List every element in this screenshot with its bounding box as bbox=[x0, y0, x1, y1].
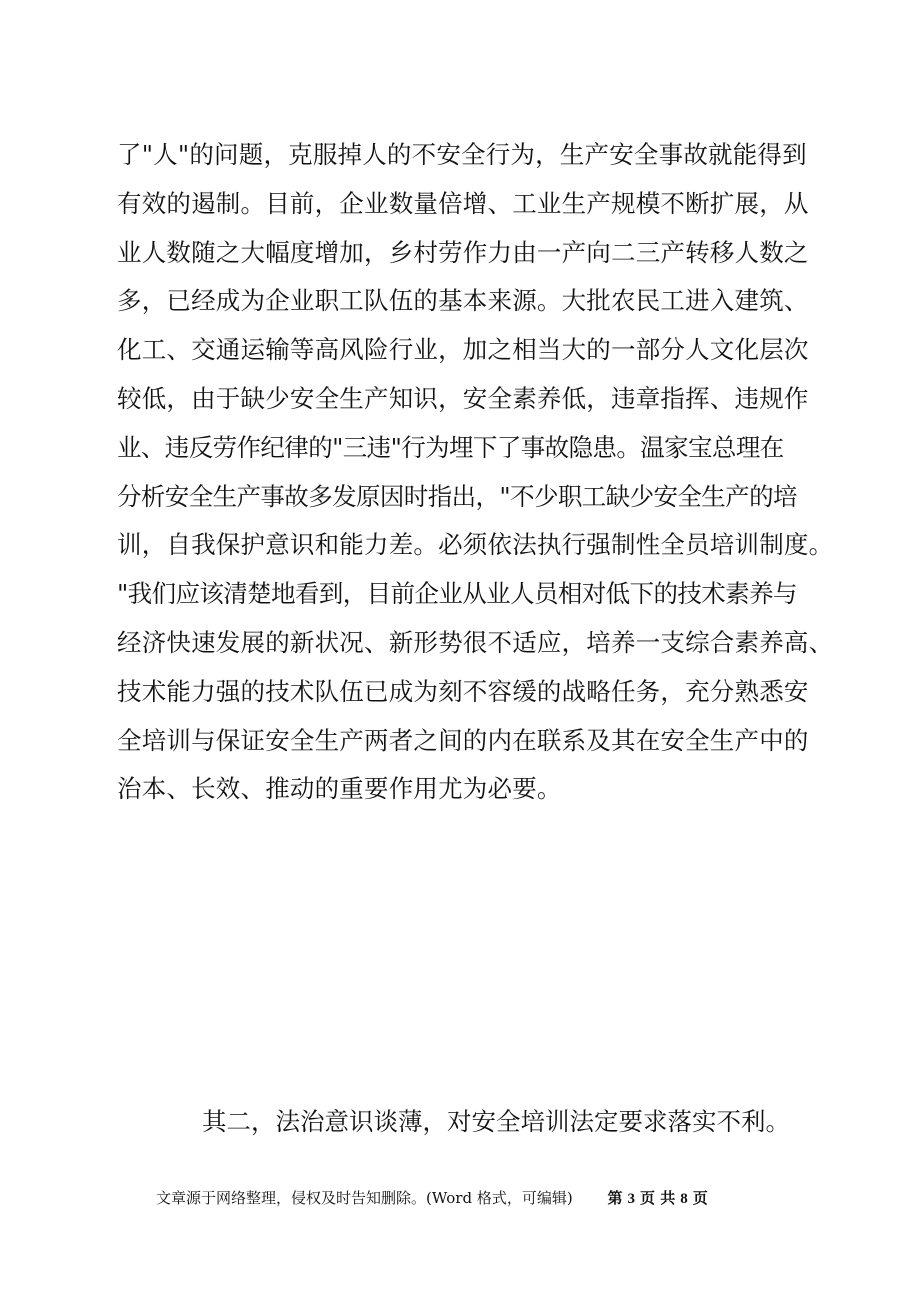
footer-note: 文章源于网络整理，侵权及时告知删除。(Word 格式，可编辑) bbox=[156, 1189, 573, 1207]
paragraph-line: 业人数随之大幅度增加，乡村劳作力由一产向二三产转移人数之 bbox=[117, 237, 809, 267]
page-prefix: 第 bbox=[607, 1189, 623, 1207]
paragraph-line: 训，自我保护意识和能力差。必须依法执行强制性全员培训制度。 bbox=[117, 530, 834, 560]
paragraph-line: 全培训与保证安全生产两者之间的内在联系及其在安全生产中的 bbox=[117, 725, 809, 755]
paragraph-line: "我们应该清楚地看到，目前企业从业人员相对低下的技术素养与 bbox=[117, 579, 797, 609]
page-mid: 页 共 bbox=[639, 1189, 676, 1207]
paragraph-line: 多，已经成为企业职工队伍的基本来源。大批农民工进入建筑、 bbox=[117, 286, 809, 316]
paragraph-line: 技术能力强的技术队伍已成为刻不容缓的战略任务，充分熟悉安 bbox=[117, 676, 809, 706]
paragraph-line: 分析安全生产事故多发原因时指出，"不少职工缺少安全生产的培 bbox=[117, 481, 797, 511]
paragraph-line: 经济快速发展的新状况、新形势很不适应，培养一支综合素养高、 bbox=[117, 627, 834, 657]
page-footer bbox=[156, 1186, 796, 1211]
page-suffix: 页 bbox=[692, 1189, 708, 1207]
section-heading: 其二，法治意识谈薄，对安全培训法定要求落实不利。 bbox=[202, 1107, 790, 1136]
paragraph-line: 有效的遏制。目前，企业数量倍增、工业生产规模不断扩展，从 bbox=[117, 188, 809, 218]
paragraph-line: 治本、长效、推动的重要作用尤为必要。 bbox=[117, 774, 562, 804]
paragraph-line: 化工、交通运输等高风险行业，加之相当大的一部分人文化层次 bbox=[117, 335, 809, 365]
page-current: 3 bbox=[627, 1191, 635, 1207]
paragraph-line: 业、违反劳作纪律的"三违"行为埋下了事故隐患。温家宝总理在 bbox=[117, 432, 784, 462]
page-total: 8 bbox=[680, 1191, 688, 1207]
paragraph-line: 了"人"的问题，克服掉人的不安全行为，生产安全事故就能得到 bbox=[117, 140, 807, 169]
paragraph-line: 较低，由于缺少安全生产知识，安全素养低，违章指挥、违规作 bbox=[117, 383, 809, 413]
body-paragraph bbox=[117, 131, 834, 814]
page-indicator bbox=[607, 1186, 707, 1211]
